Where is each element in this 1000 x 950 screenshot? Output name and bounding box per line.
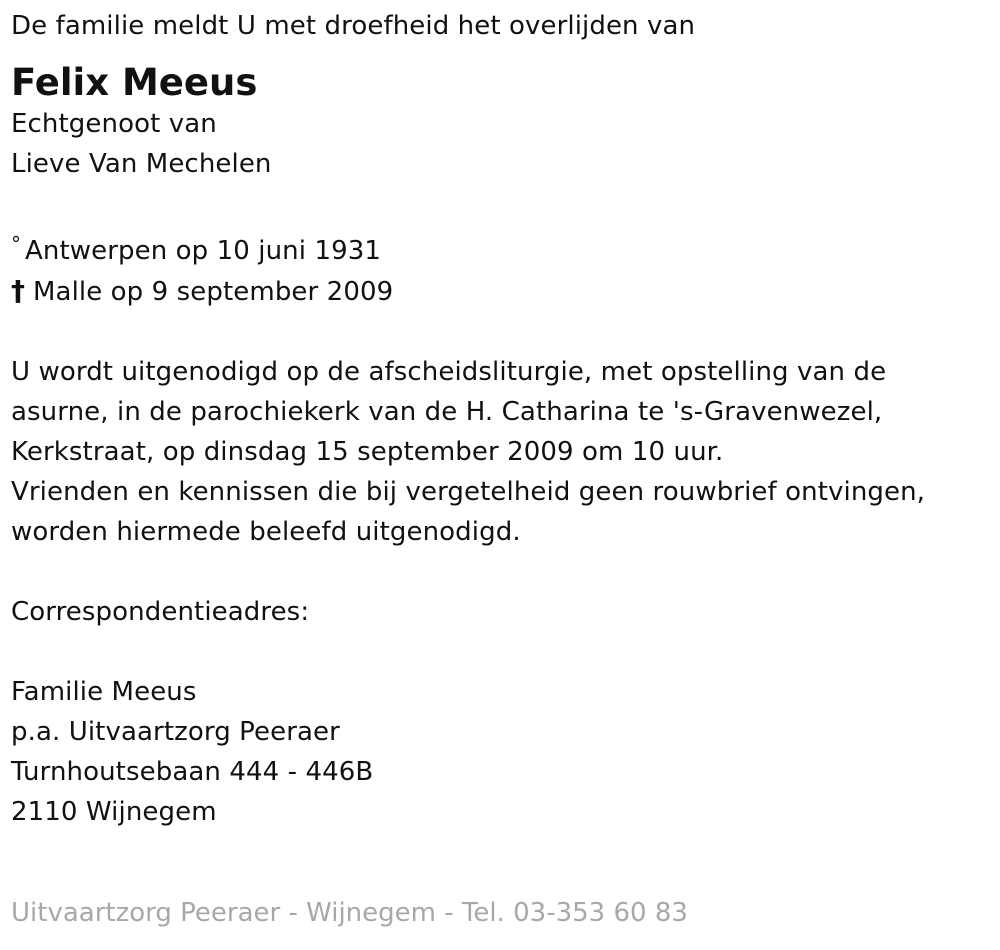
address-line: 2110 Wijnegem [11, 797, 217, 827]
address-line: p.a. Uitvaartzorg Peeraer [11, 717, 340, 747]
deceased-name: Felix Meeus [11, 61, 258, 104]
address-line: Familie Meeus [11, 677, 197, 707]
invitation-line: asurne, in de parochiekerk van de H. Catharina te 's-Gravenwezel, [11, 397, 883, 427]
invitation-line: worden hiermede beleefd uitgenodigd. [11, 517, 521, 547]
spouse-name: Lieve Van Mechelen [11, 149, 272, 179]
invitation-line: U wordt uitgenodigd op de afscheidsliturgie, met opstelling van de [11, 357, 887, 387]
spacer [11, 552, 986, 592]
spacer [11, 184, 986, 224]
correspondence-heading: Correspondentieadres: [11, 597, 310, 627]
relation-line-1: Echtgenoot van [11, 109, 217, 139]
invitation-line: Vrienden en kennissen die bij vergetelheid geen rouwbrief ontvingen, [11, 477, 926, 507]
death-text: Malle op 9 september 2009 [33, 277, 394, 307]
death-line [11, 271, 986, 312]
spacer [11, 632, 986, 672]
death-notice [11, 6, 986, 832]
birth-symbol-icon: ° [11, 232, 22, 256]
cross-icon: † [11, 274, 26, 307]
intro-text: De familie meldt U met droefheid het overlijden van [11, 11, 696, 41]
birth-text: Antwerpen op 10 juni 1931 [25, 236, 382, 266]
birth-line [11, 224, 986, 271]
invitation-line: Kerkstraat, op dinsdag 15 september 2009 om 10 uur. [11, 437, 724, 467]
funeral-home-footer: Uitvaartzorg Peeraer - Wijnegem - Tel. 03-353 60 83 [11, 898, 688, 928]
address-line: Turnhoutsebaan 444 - 446B [11, 757, 374, 787]
spacer [11, 312, 986, 352]
